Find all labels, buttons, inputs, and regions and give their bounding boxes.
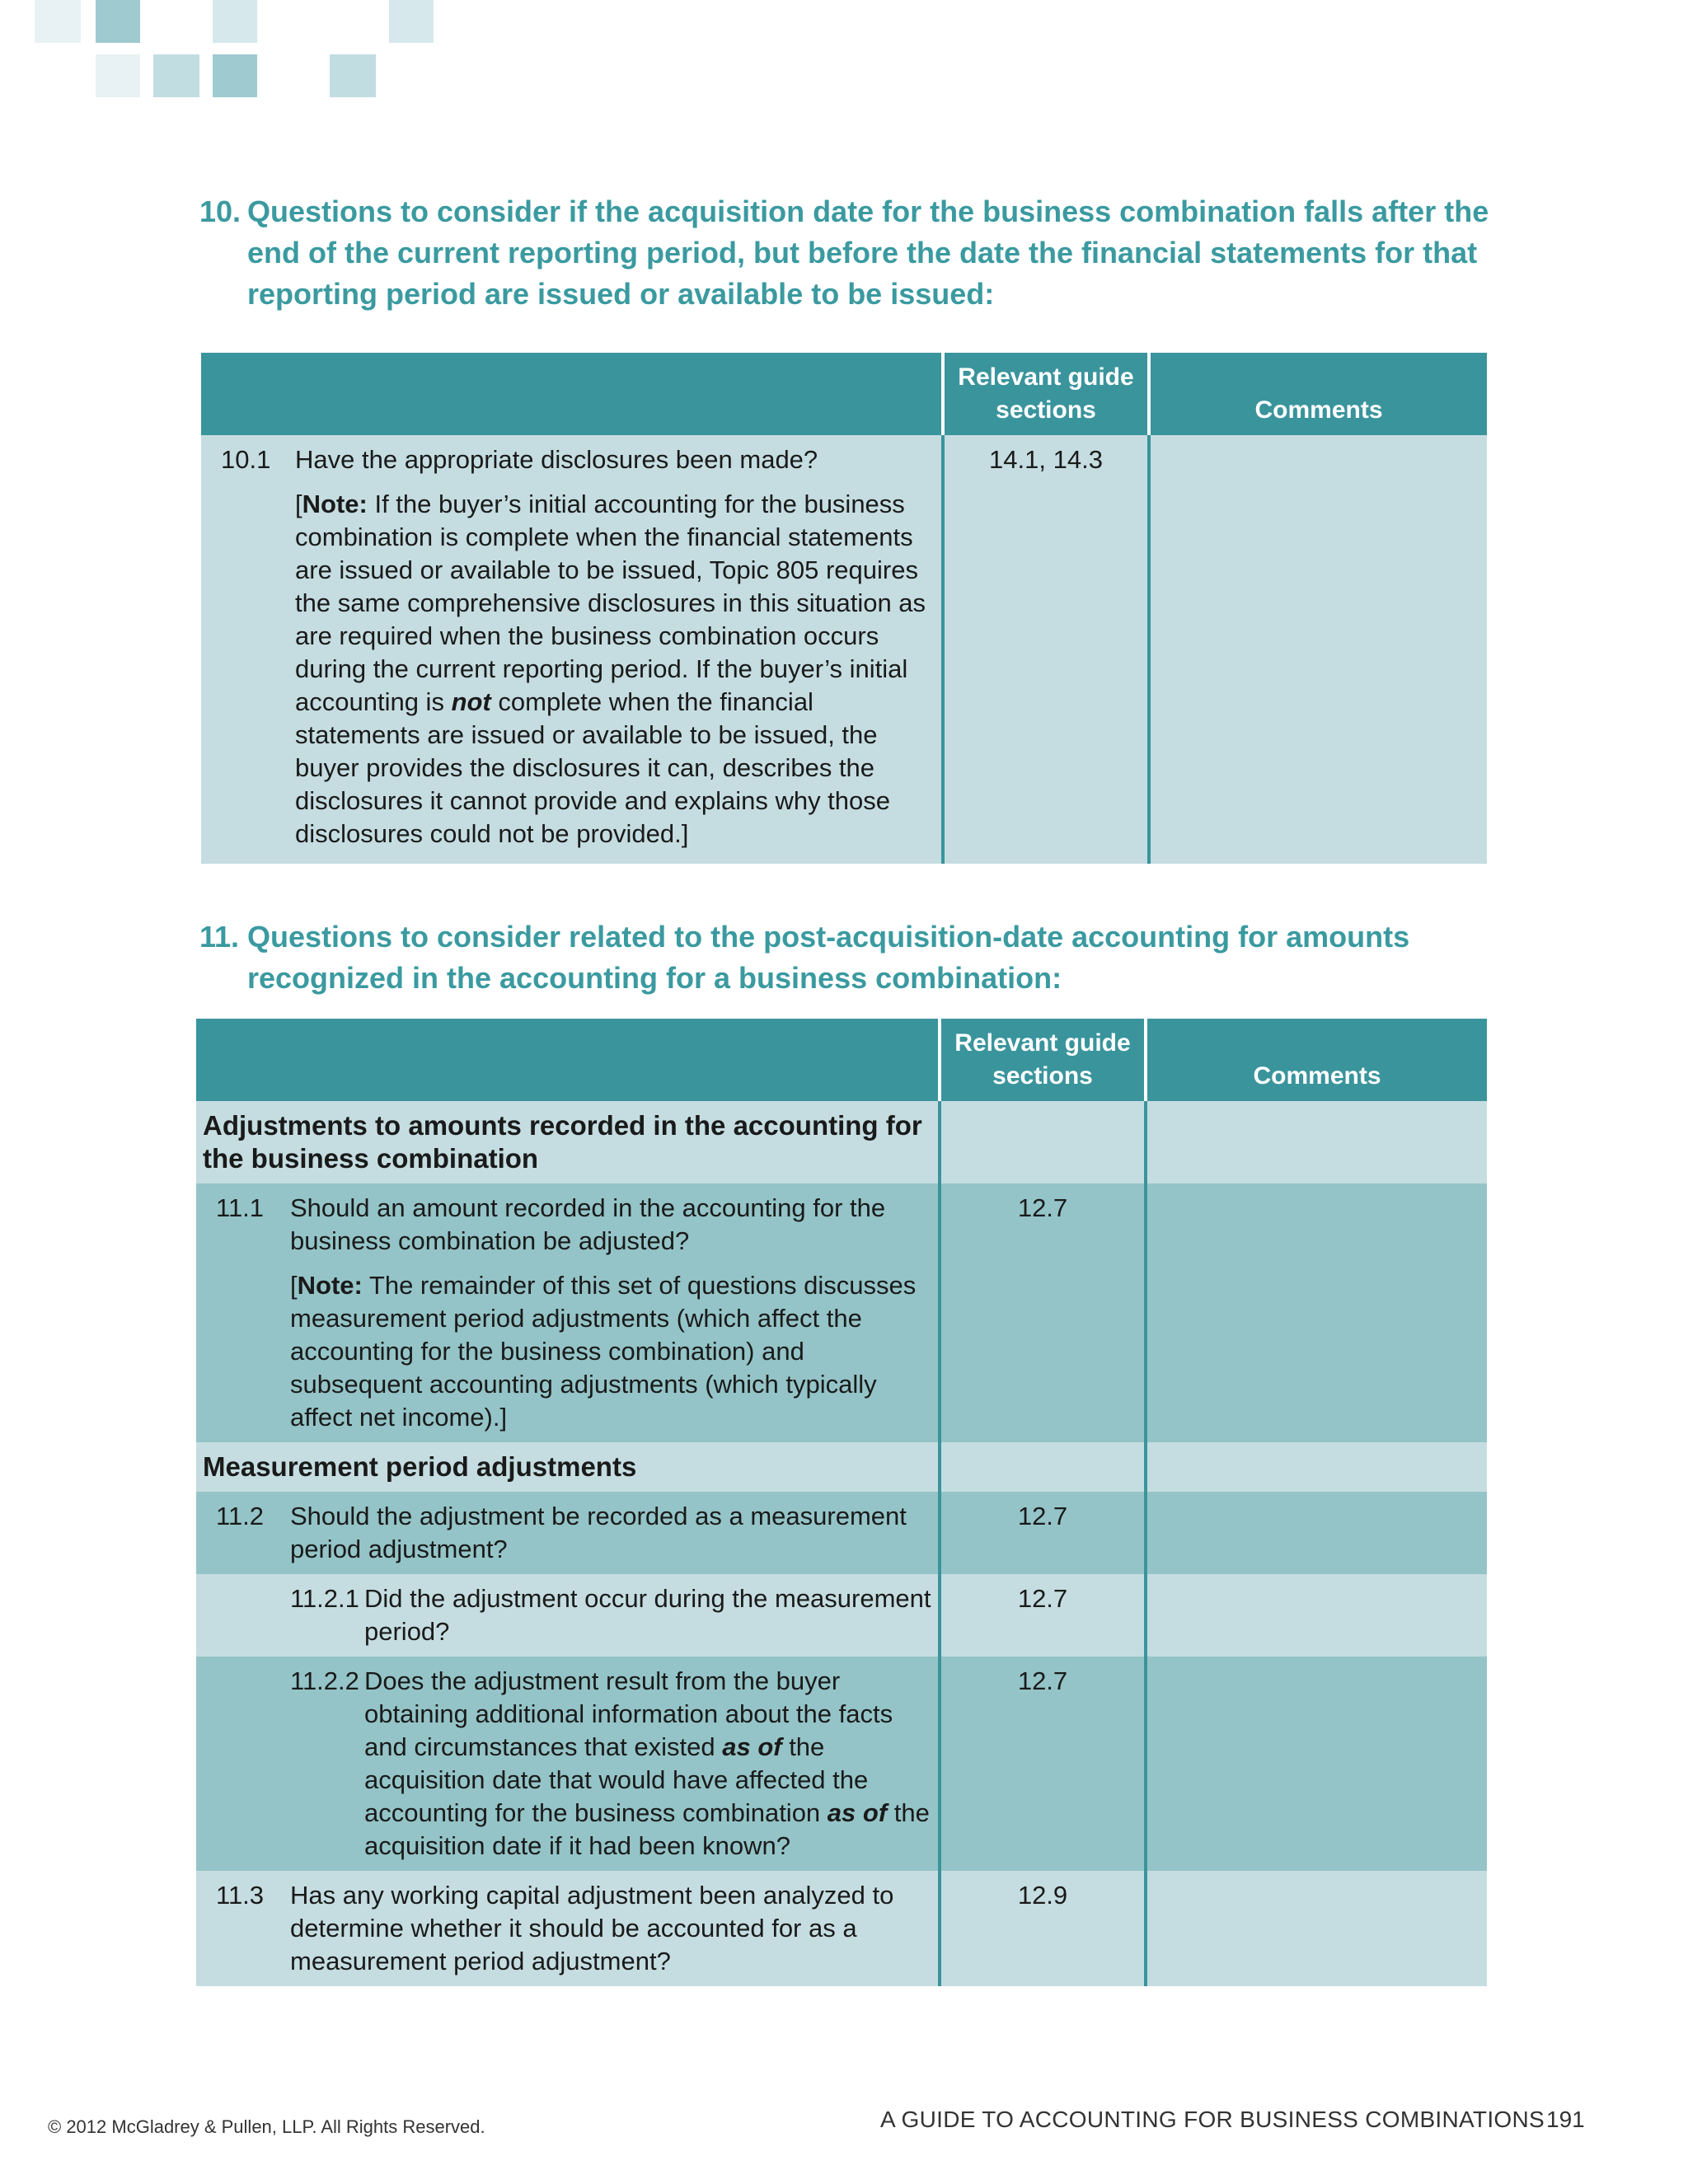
relevant-sections-cell: 12.7 (940, 1574, 1146, 1657)
group-title: Adjustments to amounts recorded in the accounting for the business combination (196, 1101, 940, 1183)
question-text: Has any working capital adjustment been analyzed to determine whether it should be accounted for as a measurement period adjustment? (290, 1881, 894, 1975)
comments-cell (1146, 1492, 1487, 1574)
relevant-sections-cell: 12.7 (940, 1492, 1146, 1574)
table-row (196, 1871, 1487, 1986)
table-row (196, 1574, 1487, 1657)
header-relevant-sections: Relevant guide sections (940, 1019, 1146, 1101)
section-number: 11. (199, 920, 240, 954)
group-row (196, 1101, 1487, 1183)
table-row (196, 1492, 1487, 1574)
section-10-table (201, 353, 1487, 864)
decorative-square (213, 54, 257, 97)
decorative-square (389, 0, 434, 43)
question-text: Should the adjustment be recorded as a measurement period adjustment? (290, 1502, 907, 1563)
guide-title: A GUIDE TO ACCOUNTING FOR BUSINESS COMBINATIONS (880, 2107, 1545, 2132)
header-relevant-sections: Relevant guide sections (943, 353, 1149, 435)
page-number: 191 (1546, 2107, 1585, 2132)
decorative-square (153, 54, 199, 97)
comments-cell (1146, 1871, 1487, 1986)
section-11-heading (199, 916, 1502, 999)
section-title: Questions to consider related to the post-acquisition-date accounting for amounts recognized in the accounting for a business combination: (247, 920, 1410, 995)
decorative-square (96, 0, 140, 43)
header-comments: Comments (1149, 353, 1487, 435)
question-number: 11.2 (216, 1502, 265, 1530)
decorative-square (35, 0, 81, 43)
question-text: Have the appropriate disclosures been made? (295, 445, 818, 474)
decorative-square (213, 0, 257, 43)
comments-cell (1146, 1574, 1487, 1657)
question-text: Does the adjustment result from the buyer obtaining additional information about the facts and circumstances that existed as of the acquisition date that would have affected the accounting for the business combination as of the acquisition date if it had been known? (364, 1666, 930, 1860)
comments-cell (1146, 1657, 1487, 1871)
group-row (196, 1442, 1487, 1492)
table-row (196, 1657, 1487, 1871)
relevant-sections-cell: 12.7 (940, 1183, 1146, 1442)
header-comments: Comments (1146, 1019, 1487, 1101)
section-title: Questions to consider if the acquisition date for the business combination falls after the end of the current reporting period, but before the date the financial statements for that reporting period are issued or available to be issued: (247, 194, 1489, 311)
question-number: 11.2.2 (290, 1666, 359, 1695)
table-header (201, 353, 1487, 435)
section-number: 10. (199, 194, 241, 228)
section-11-table (196, 1019, 1487, 1986)
question-text: Should an amount recorded in the accounting for the business combination be adjusted? (290, 1193, 886, 1255)
question-number: 11.1 (216, 1193, 265, 1222)
group-title: Measurement period adjustments (196, 1442, 940, 1492)
table-header (196, 1019, 1487, 1101)
question-number: 10.1 (221, 445, 271, 474)
relevant-sections-cell: 14.1, 14.3 (943, 435, 1149, 864)
question-number: 11.3 (216, 1881, 265, 1910)
table-row (201, 435, 1487, 864)
question-text: Did the adjustment occur during the measurement period? (364, 1584, 931, 1646)
relevant-sections-cell: 12.9 (940, 1871, 1146, 1986)
question-note: [Note: If the buyer’s initial accounting for the business combination is complete when the financial statements are issued or available to be issued, Topic 805 requires the same comprehensive disclosures in this situation as are required when the business combination occurs during the current reporting period. If the buyer’s initial accounting is not complete when the financial statements are issued or available to be issued, the buyer provides the disclosures it can, describes the disclosures it cannot provide and explains why those disclosures could not be provided.] (295, 490, 926, 848)
question-number: 11.2.1 (290, 1584, 359, 1613)
copyright: © 2012 McGladrey & Pullen, LLP. All Rights Reserved. (48, 2116, 485, 2137)
section-10-heading (199, 191, 1502, 315)
table-row (196, 1183, 1487, 1442)
comments-cell (1146, 1183, 1487, 1442)
relevant-sections-cell: 12.7 (940, 1657, 1146, 1871)
decorative-square (96, 54, 140, 97)
decorative-square (330, 54, 376, 97)
comments-cell (1149, 435, 1487, 864)
question-note: [Note: The remainder of this set of questions discusses measurement period adjustments (which affect the accounting for the business combination) and subsequent accounting adjustments (which typically affect net income).] (290, 1271, 917, 1432)
